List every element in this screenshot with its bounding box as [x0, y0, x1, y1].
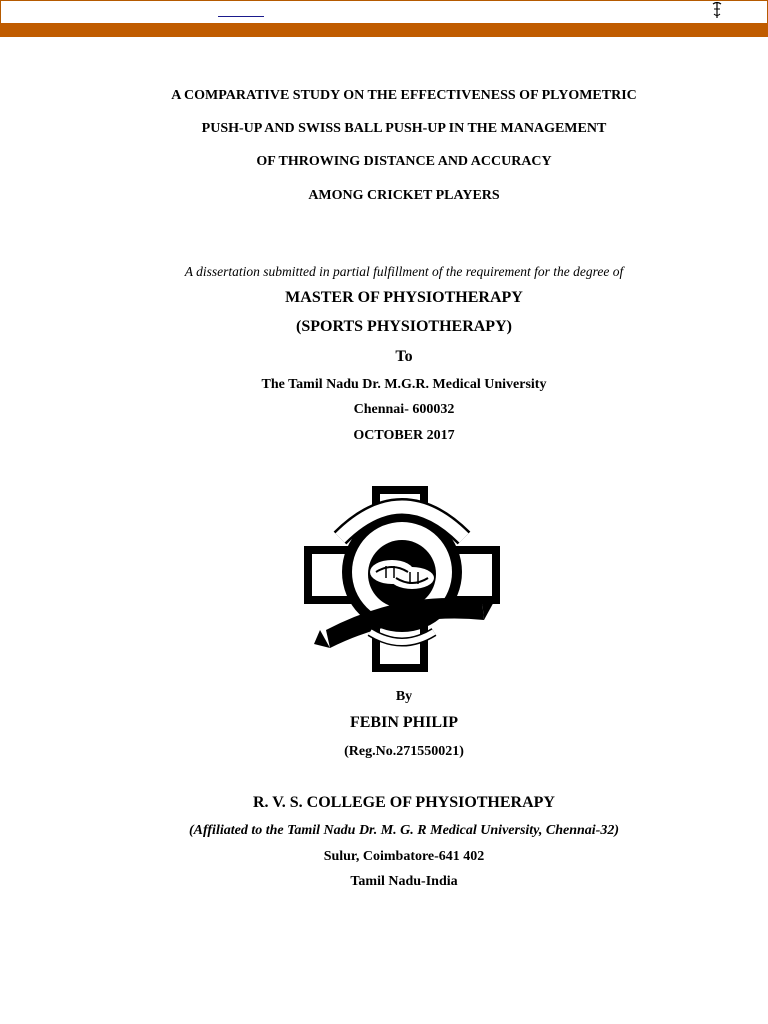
college-crest-logo	[300, 480, 504, 680]
title-line-2: PUSH-UP AND SWISS BALL PUSH-UP IN THE MANAGEMENT	[201, 121, 607, 136]
submission-date: OCTOBER 2017	[353, 428, 455, 443]
author-name: FEBIN PHILIP	[349, 714, 458, 731]
author-registration: (Reg.No.271550021)	[344, 744, 464, 759]
title-line-3: OF THROWING DISTANCE AND ACCURACY	[256, 154, 552, 169]
college-affiliation: (Affiliated to the Tamil Nadu Dr. M. G. R Medical University, Chennai-32)	[188, 823, 619, 838]
submission-statement: A dissertation submitted in partial fulfillment of the requirement for the degree of	[184, 264, 624, 279]
title-line-1: A COMPARATIVE STUDY ON THE EFFECTIVENESS OF PLYOMETRIC	[171, 88, 637, 103]
college-name: R. V. S. COLLEGE OF PHYSIOTHERAPY	[253, 794, 555, 811]
title-line-4: AMONG CRICKET PLAYERS	[308, 188, 500, 203]
university-name: The Tamil Nadu Dr. M.G.R. Medical University	[261, 377, 547, 392]
degree-specialization: (SPORTS PHYSIOTHERAPY)	[296, 318, 512, 335]
to-label: To	[395, 348, 413, 365]
header-band	[0, 23, 768, 37]
by-label: By	[395, 689, 413, 704]
college-country: Tamil Nadu-India	[350, 874, 458, 889]
university-city: Chennai- 600032	[353, 402, 455, 417]
degree-title: MASTER OF PHYSIOTHERAPY	[285, 289, 523, 306]
header-link-underline[interactable]	[218, 16, 264, 17]
college-address: Sulur, Coimbatore-641 402	[323, 849, 485, 864]
header-ornament-icon	[710, 1, 724, 19]
top-header-box	[0, 0, 768, 23]
